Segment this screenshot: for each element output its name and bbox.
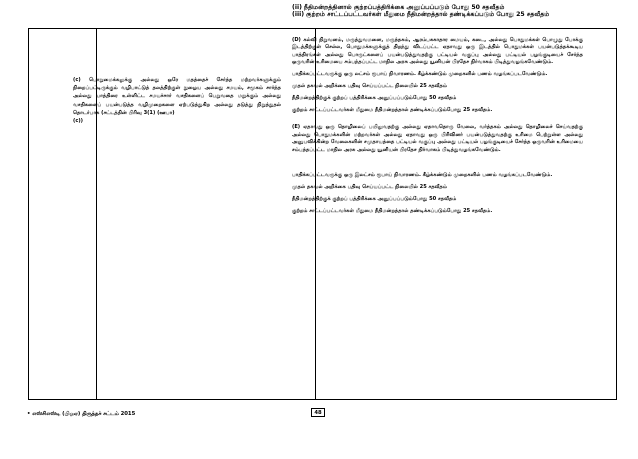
payment-conviction-e: குற்றம் சாட்டப்பட்டவர்கள் மீதுமை நீதிமன்றத்தால் தண்டிக்கப்படும்போது 25 சதவீதம்.: [292, 208, 493, 215]
page-number: 48: [311, 408, 325, 417]
payment-chargesheet-d: நீதிமன்றத்திற்குக் குற்றப் பத்திரிக்கை அனுப்பப்படும்போது 50 சதவீதம்: [292, 95, 457, 102]
payment-conviction-d: குற்றம் சாட்டப்பட்டவர்கள் மீதுமை நீதிமன்றத்தால் தண்டிக்கப்படும்போது 25 சதவீதம்.: [292, 107, 493, 114]
clause-d: (D) கல்வி நிறுவனம், மருத்துவமனை, மருந்தகம், ஆரம்பசுகாதார மையம், கடை, அல்லது பொதுமக்கள் பொழுது போக்கு இடத்திற்குள் செல்ல, பொதுமக்களுக்குத் திறந்து விடப்பட்ட ஏதாவது ஒரு இடத்தில் பொதுமக்கள் பயன்படுத்தக்கூடிய பாத்திரங்கள் அல்லது பொருட்களைப் பயன்படுத்துவதற்கு பட்டியல் வகுப்பு அல்லது பட்டியல் பழங்குடியைச் சேர்ந்த ஒருவரின் உரிமையை சம்பந்தப்பட்ட மாநில அரசு அல்லது யூனியன் பிரதேச நிர்வாகம் பிடித்துவழங்கவேண்டும்.: [292, 36, 583, 66]
clause-e: (E) ஏதாவது ஒரு தொழிலைப் பயிலுவதற்கு அல்லது ஏதாவதொரு வேலை, வர்த்தகம் அல்லது தொழிலைச் செய்வதற்கு அல்லது பொதுமக்களின் மற்றவர்கள் அல்லது ஏதாவது ஒரு பிரிவினர் பயன்படுத்துவதற்கு உரிமை பெற்றுள்ள அல்லது அனுபவிக்கின்ற வேலைகளின் சமுதாயத்தை பட்டியல் வகுப்பு அல்லது பட்டியல் பழங்குடியைச் சேர்ந்த ஒருவரின் உரிமையை சம்பந்தப்பட்ட மாநில அரசு அல்லது யூனியன் பிரதேச நிர்வாகம் பிடித்துவழங்கவேண்டும்.: [292, 124, 583, 153]
relief-description-cell: [292, 4, 583, 220]
clause-iii: (iii) குற்றம் சாட்டப்பட்டவர்கள் மீதுமை நீதிமன்றத்தால் தண்டிக்கப்படும் போது 25 சதவீதம்: [292, 11, 550, 19]
payment-fir-e: முதல் தகவல் அறிக்கை பதிவு செய்யப்பட்ட நிலையில் 25 சதவீதம்: [292, 184, 447, 191]
offence-paragraph: (c) பொறுமைக்கலுக்கு அல்லது ஒரே மதத்தைச் சேர்ந்த மற்றவர்களுக்கும் நிறைப்பட்டிருக்கும் வழிபாட்டுத் தலத்திற்குள் நுழைய அல்லது சமயம், சமூகம் சார்ந்த அல்லது யாத்திரை உள்ளிட்ட சமயச்சார் வசதிகளைப் பெறுவதை மறுக்கும் அல்லது வசதிகளைப் பயன்படுத்த வழிமுறைகளை ஏற்படுத்துகிற அல்லது தடுத்து நிறுத்துதல் தொடர்பாக (சட்டத்தின் பிரிவு 3(1) (ஊபா): [73, 77, 281, 116]
offence-tail: (c)): [73, 118, 84, 125]
clause-ii: (ii) நீதிமன்றத்தினால் குற்றப்பத்திரிக்கை அனுப்பப்படும் போது 50 சதவீதம்: [292, 4, 505, 11]
footer-act-title: • எஸ்சிஎஸ்டி (பிஓஏ) திருத்தச் சட்டம் 2015: [27, 411, 136, 417]
offence-description-cell: [73, 76, 281, 125]
payment-fir-d: முதல் தகவல் அறிக்கை பதிவு செய்யப்பட்ட நிலையில் 25 சதவீதம்: [292, 83, 447, 90]
relief-amount-e: பாதிக்கப்பட்டவருக்கு ஒரு இலட்சம் ரூபாய் நிவாரணம். கீழ்க்கண்டும் முறைகளில் பணம் வழங்கப்படவேண்டும்.: [292, 172, 553, 179]
relief-amount-d: பாதிக்கப்பட்டவருக்கு ஒரு லட்சம் ரூபாய் நிவாரணம். கீழ்க்கண்டும் முறைகளில் பணம் வழங்கப்படவேண்டும்.: [292, 71, 548, 78]
payment-chargesheet-e: நீதிமன்றத்திற்குக் குற்றப் பத்திரிக்கை அனுப்பப்படும்போது 50 சதவீதம்: [292, 196, 457, 203]
